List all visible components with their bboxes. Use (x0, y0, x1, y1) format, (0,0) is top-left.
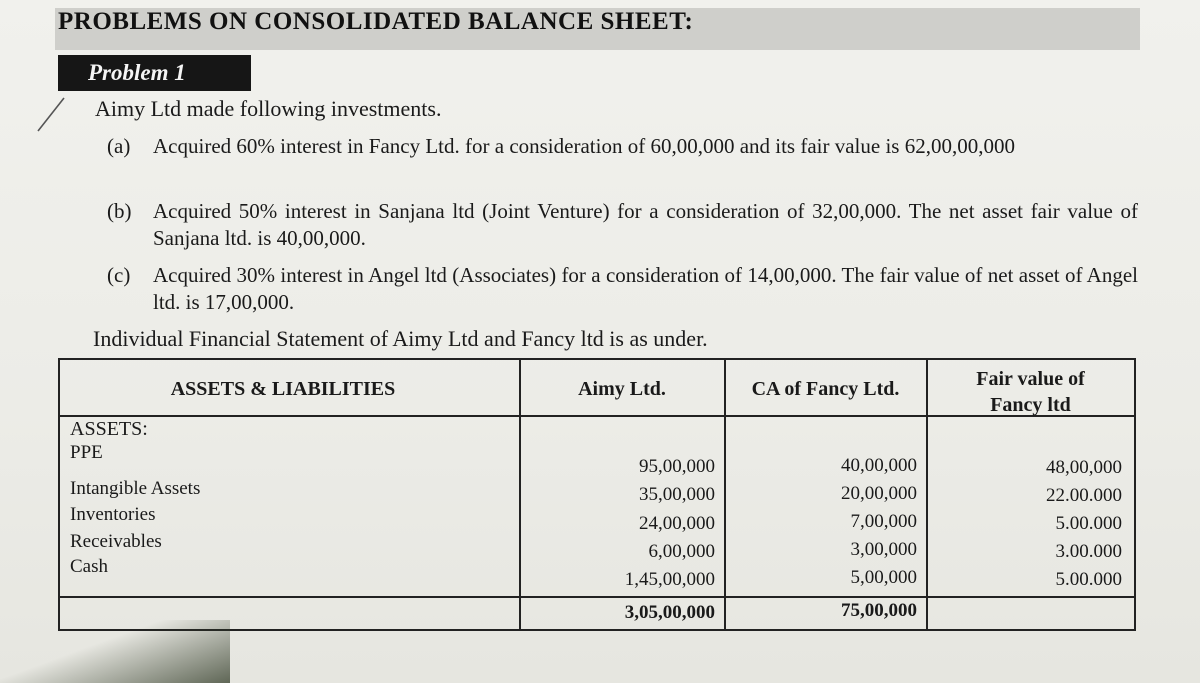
page-title: PROBLEMS ON CONSOLIDATED BALANCE SHEET: (58, 8, 694, 35)
cell-fancy-intangible: 20,00,000 (841, 483, 917, 504)
cell-aimy-total: 3,05,00,000 (624, 602, 715, 623)
problem-intro: Aimy Ltd made following investments. (95, 96, 442, 121)
header-ca-fancy: CA of Fancy Ltd. (751, 378, 900, 400)
cell-aimy-ppe: 95,00,000 (639, 456, 715, 477)
cell-fair-intangible: 22.00.000 (1046, 485, 1122, 506)
row-label-ppe: PPE (70, 442, 103, 463)
row-label-cash: Cash (70, 556, 108, 577)
cell-aimy-cash: 1,45,00,000 (624, 569, 715, 590)
item-text: Acquired 30% interest in Angel ltd (Associates) for a consideration of 14,00,000. The fair value of net asset of Angel ltd. is 17,00,000. (153, 263, 1138, 314)
header-fair-line1: Fair value of (976, 368, 1085, 390)
cell-fancy-ppe: 40,00,000 (841, 455, 917, 476)
item-letter: (c) (107, 263, 131, 287)
header-aimy: Aimy Ltd. (578, 378, 666, 400)
total-top-border (58, 596, 1136, 598)
row-label-receivables: Receivables (70, 531, 162, 552)
item-letter: (a) (107, 134, 131, 158)
cell-fancy-total: 75,00,000 (841, 600, 917, 621)
cell-aimy-inventories: 24,00,000 (639, 513, 715, 534)
item-text: Acquired 50% interest in Sanjana ltd (Joint Venture) for a consideration of 32,00,000. The net asset fair value of Sanjana ltd. is 40,00,000. (153, 199, 1138, 250)
cell-fair-inventories: 5.00.000 (1055, 513, 1122, 534)
cell-fair-receivables: 3.00.000 (1055, 541, 1122, 562)
cell-fair-cash: 5.00.000 (1055, 569, 1122, 590)
statement-intro: Individual Financial Statement of Aimy Ltd and Fancy ltd is as under. (93, 326, 708, 351)
cell-fancy-receivables: 3,00,000 (850, 539, 917, 560)
photo-shadow (0, 620, 230, 683)
cell-fancy-cash: 5,00,000 (850, 567, 917, 588)
header-fair-value (927, 366, 1134, 418)
financial-statement-table (58, 358, 1136, 630)
row-label-intangible: Intangible Assets (70, 478, 201, 499)
problem-label: Problem 1 (58, 55, 251, 91)
table-top-border (58, 358, 1136, 360)
item-text: Acquired 60% interest in Fancy Ltd. for a consideration of 60,00,000 and its fair value is 62,00,00,000 (153, 134, 1015, 158)
cell-aimy-intangible: 35,00,000 (639, 484, 715, 505)
item-letter: (b) (107, 199, 132, 223)
cell-aimy-receivables: 6,00,000 (648, 541, 715, 562)
section-label-assets: ASSETS: (70, 418, 148, 440)
cell-fancy-inventories: 7,00,000 (850, 511, 917, 532)
header-fair-line2: Fancy ltd (990, 394, 1071, 416)
header-assets-liabilities: ASSETS & LIABILITIES (170, 378, 396, 400)
table-right-border (1134, 358, 1136, 630)
row-label-inventories: Inventories (70, 504, 156, 525)
pencil-mark-icon (34, 95, 72, 135)
cell-fair-ppe: 48,00,000 (1046, 457, 1122, 478)
